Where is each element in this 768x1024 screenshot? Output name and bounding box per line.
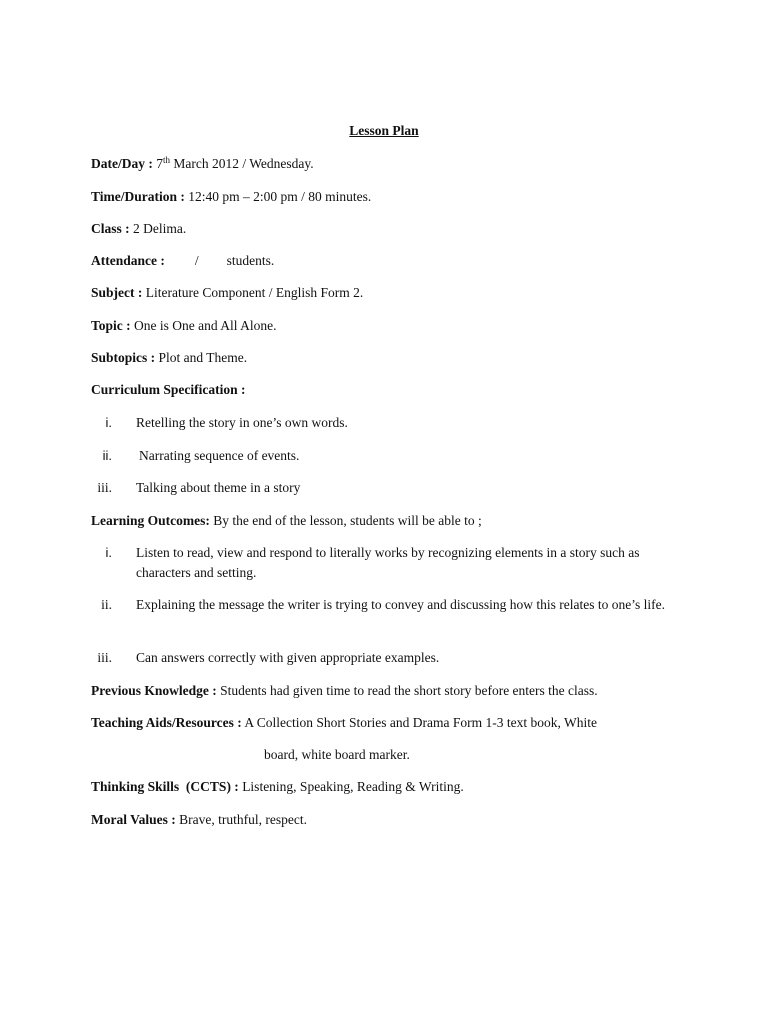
thinking-skills-line [91,778,464,796]
previous-knowledge-line [91,682,598,700]
class-label: Class : [91,221,130,236]
subject-value: Literature Component / English Form 2. [145,285,364,300]
previous-knowledge-label: Previous Knowledge : [91,683,217,698]
subtopics-value: Plot and Theme. [158,350,248,365]
outcomes-item-3-text: Can answers correctly with given appropriate examples. [136,650,440,665]
date-value: March 2012 / Wednesday. [170,156,314,171]
date-label: Date/Day : [91,156,153,171]
attendance-slash: / [194,253,199,268]
outcomes-item-2-text: Explaining the message the writer is trying to convey and discussing how this relates to one’s life. [136,597,666,612]
topic-line [91,317,277,335]
time-value: 12:40 pm – 2:00 pm / 80 minutes. [188,189,372,204]
date-day-number: 7 [156,156,163,171]
subtopics-label: Subtopics : [91,350,156,365]
class-value: 2 Delima. [133,221,187,236]
subject-line [91,284,363,302]
outcomes-item-3-number: iii. [97,650,112,665]
page-title: Lesson Plan [349,123,419,138]
teaching-aids-value-1: A Collection Short Stories and Drama Form 1-3 text book, White [244,715,598,730]
moral-values-label: Moral Values : [91,812,176,827]
curriculum-item-1-text: Retelling the story in one’s own words. [136,415,348,430]
curriculum-line [91,381,246,399]
date-day-suffix: th [162,155,170,165]
moral-values-value: Brave, truthful, respect. [179,812,307,827]
outcomes-label: Learning Outcomes: [91,513,210,528]
time-label: Time/Duration : [91,189,185,204]
attendance-value: students. [226,253,275,268]
curriculum-item-3-number: iii. [97,480,112,495]
previous-knowledge-value: Students had given time to read the short story before enters the class. [220,683,598,698]
attendance-label: Attendance : [91,253,165,268]
teaching-aids-line [91,714,597,732]
subject-label: Subject : [91,285,143,300]
curriculum-item-1-number: i. [105,415,112,430]
moral-values-line [91,811,307,829]
outcomes-value: By the end of the lesson, students will be able to ; [213,513,482,528]
outcomes-item-2-number: ii. [101,597,112,612]
outcomes-item-1-text: Listen to read, view and respond to literally works by recognizing elements in a story such as characters and setting. [136,545,640,580]
topic-label: Topic : [91,318,131,333]
date-line [91,155,314,173]
outcomes-line [91,512,482,530]
class-line [91,220,186,238]
outcomes-item-1-number: i. [105,545,112,560]
attendance-line [91,252,274,270]
curriculum-label: Curriculum Specification : [91,382,246,397]
curriculum-item-2-number: ii. [102,448,112,463]
curriculum-item-2-text: Narrating sequence of events. [139,448,300,463]
time-line [91,188,371,206]
teaching-aids-value-2: board, white board marker. [264,747,410,762]
subtopics-line [91,349,247,367]
thinking-skills-value: Listening, Speaking, Reading & Writing. [242,779,464,794]
topic-value: One is One and All Alone. [134,318,277,333]
teaching-aids-label: Teaching Aids/Resources : [91,715,242,730]
thinking-skills-label: Thinking Skills (CCTS) : [91,779,239,794]
curriculum-item-3-text: Talking about theme in a story [136,480,301,495]
